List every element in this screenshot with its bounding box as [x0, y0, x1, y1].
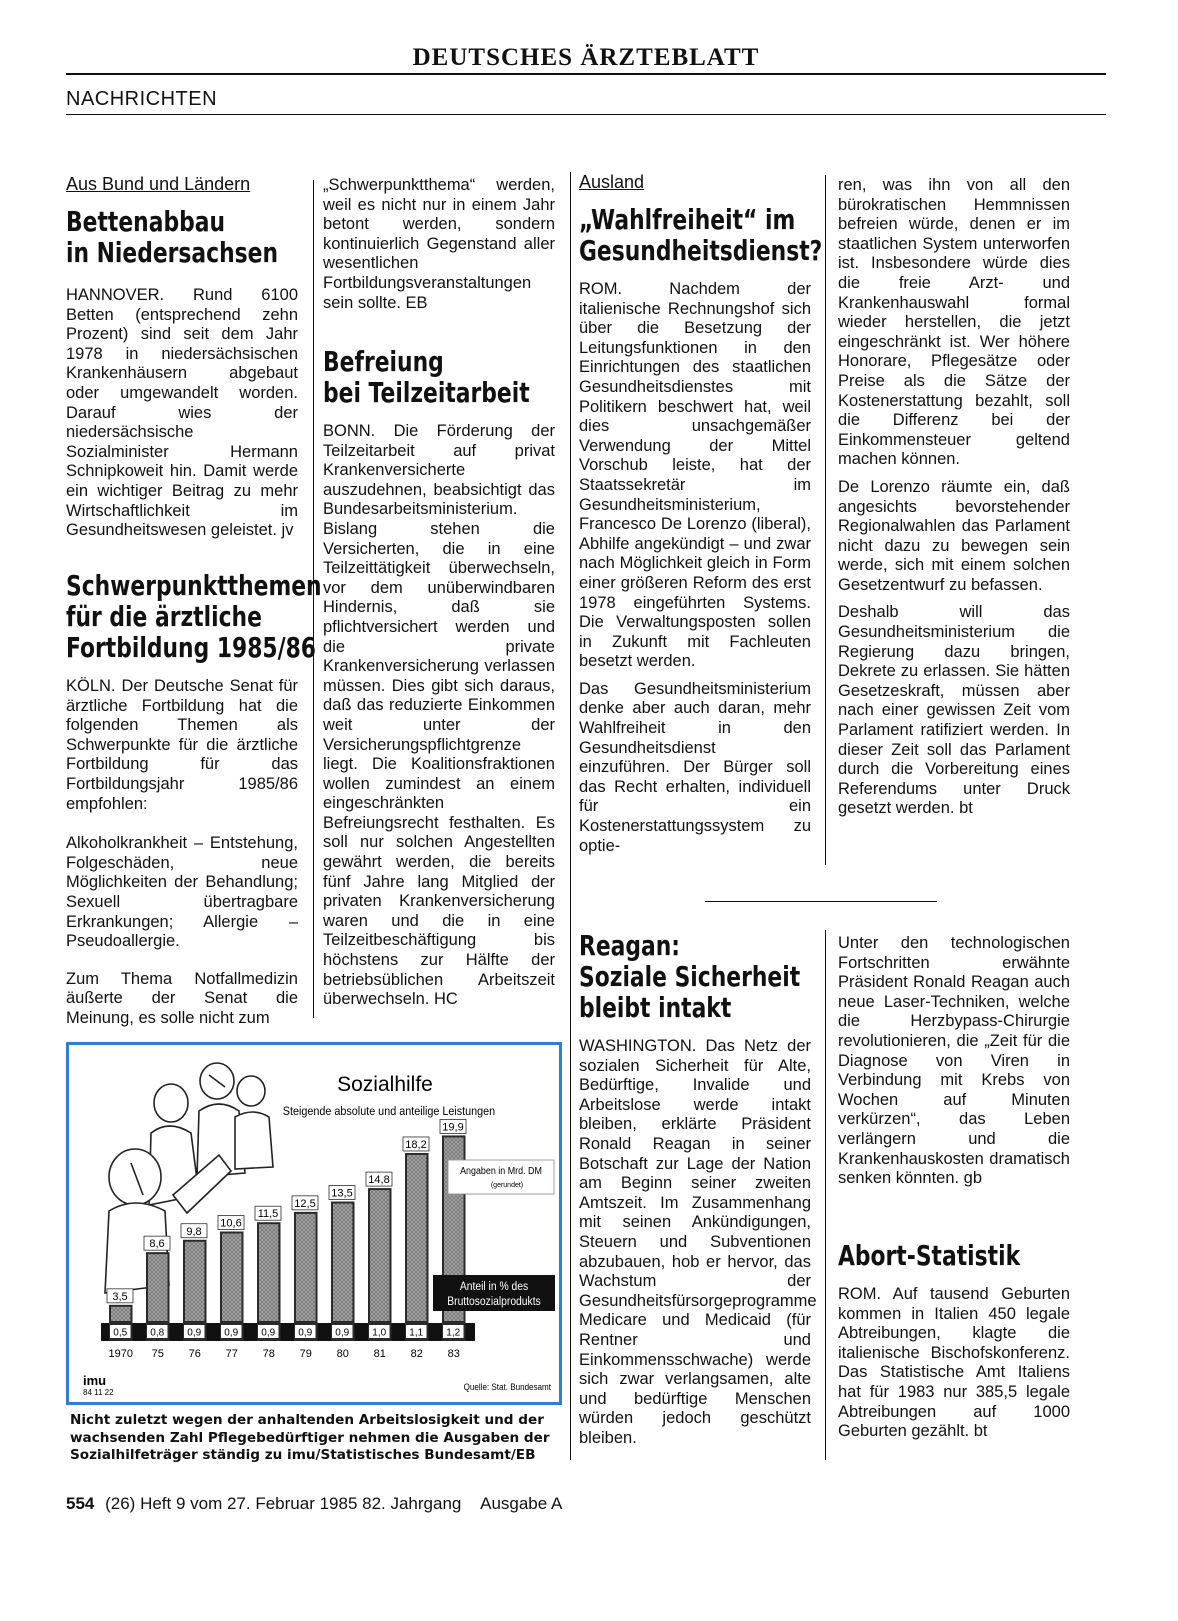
article-body: HANNOVER. Rund 6100 Betten (entsprechend zehn Prozent) sind seit dem Jahr 1978 in niedersächsischen Krankenhäusern abgebaut oder umgewandelt worden. Darauf wies der niedersächsische Sozialminister Hermann Schnipkoweit hin. Damit werde ein wichtiger Beitrag zu mehr Wirtschaftlichkeit im Gesundheitswesen geleistet. jv: [66, 286, 298, 540]
bar-value-hatch: [148, 1254, 168, 1321]
headline: Bettenabbau: [66, 205, 225, 238]
headline: bleibt intakt: [579, 991, 732, 1024]
x-tick-label: 1970: [108, 1348, 133, 1360]
article-paragraph: Zum Thema Notfallmedizin äußerte der Senat die Meinung, es solle nicht zum: [66, 969, 298, 1027]
x-tick-label: 80: [336, 1348, 349, 1360]
share-label: 0,9: [298, 1327, 313, 1339]
bar-value-hatch: [185, 1242, 205, 1321]
headline: in Niedersachsen: [66, 236, 279, 269]
value-label: 19,9: [442, 1121, 464, 1134]
edition: Ausgabe A: [480, 1494, 563, 1513]
x-tick-label: 76: [188, 1348, 201, 1360]
article-schwerpunktthemen-continued: [323, 176, 555, 321]
bar-group: [294, 1212, 318, 1341]
chart-logo-code: 84 11 22: [83, 1388, 114, 1397]
x-tick-label: 77: [225, 1348, 238, 1360]
page-footer: [66, 1494, 562, 1514]
article-schwerpunktthemen: [66, 569, 322, 1029]
bar-value-hatch: [370, 1190, 390, 1321]
column-divider-4: [825, 930, 826, 1460]
bar-value-hatch: [259, 1224, 279, 1321]
masthead: DEUTSCHES ÄRZTEBLATT: [412, 44, 760, 71]
share-label: 0,8: [150, 1327, 165, 1339]
article-paragraph: KÖLN. Der Deutsche Senat für ärztliche Fortbildung hat die folgenden Themen als Schwerpunkte für die ärztliche Fortbildung für das Fortbildungsjahr 1985/86 empfohlen:: [66, 677, 298, 813]
chart-logo: imu: [83, 1373, 107, 1388]
value-label: 14,8: [368, 1174, 390, 1187]
x-tick-label: 83: [447, 1348, 460, 1360]
share-label: 0,5: [113, 1327, 128, 1339]
value-label: 12,5: [294, 1197, 316, 1210]
legend-share-label: Bruttosozialprodukts: [447, 1295, 541, 1309]
chart-title: Sozialhilfe: [337, 1073, 433, 1096]
issue-info: (26) Heft 9 vom 27. Februar 1985 82. Jahrgang: [105, 1494, 462, 1513]
article-paragraph: Das Gesundheitsministerium denke aber auch daran, mehr Wahlfreiheit in den Gesundheitsdienst einzuführen. Der Bürger soll das Recht erhalten, individuell für ein Kostenerstattungssystem zu optie-: [579, 679, 811, 855]
bar-group: [331, 1202, 355, 1341]
chart-source: Quelle: Stat. Bundesamt: [463, 1381, 551, 1393]
section-rule: [66, 114, 1106, 115]
article-separator: [705, 901, 937, 902]
bar-value-hatch: [333, 1204, 353, 1321]
article-paragraph: „Schwerpunktthema“ werden, weil es nicht nur in einem Jahr betont werden, sondern kontinuierlich Gegenstand aller wesentlichen Fortbildungsveranstaltungen sein sollte. EB: [323, 176, 555, 312]
article-paragraph: WASHINGTON. Das Netz der sozialen Sicherheit für Alte, Bedürftige, Invalide und Arbeitslose werde intakt bleiben, erklärte Präsident Ronald Reagan in seiner Botschaft zur Lage der Nation am Beginn seiner zweiten Amtszeit. Im Zusammenhang mit seinen Ankündigungen, Steuern und Subventionen abzubauen, hob er hervor, das Wachstum der Gesundheitsfürsorgeprogramme Medicare und Medicaid (für Rentner und Einkommensschwache) werde sich zwar verlangsamen, alte und bedürftige Menschen würden jedoch geschützt bleiben.: [579, 1037, 817, 1447]
kicker: Ausland: [579, 172, 645, 192]
share-label: 0,9: [335, 1327, 350, 1339]
bar-group: [257, 1222, 281, 1341]
article-paragraph: Deshalb will das Gesundheitsministerium die Regierung dazu bringen, Dekrete zu erlassen. Sie hätten Gesetzeskraft, müssen aber nach einer gewissen Zeit vom Parlament ratifiziert werden. In dieser Zeit soll das Parlament durch die Vorbereitung eines Referendums unter Druck gesetzt werden. bt: [838, 603, 1070, 818]
value-label: 10,6: [220, 1217, 242, 1230]
article-paragraph: ren, was ihn von all den bürokratischen Hemmnissen befreien würde, denen er im staatlichen System unterworfen ist. Insbesondere würde dies die freie Arzt- und Krankenhauswahl formal wieder herstellen, die jetzt eingeschränkt ist. Wer höhere Honorare, Pflegesätze oder Preise als die Sätze der Kostenerstattung bezahlt, soll die Differenz bei der Einkommensteuer geltend machen können.: [838, 176, 1070, 469]
bar-value-hatch: [111, 1307, 131, 1321]
legend-share-label: Anteil in % des: [459, 1280, 529, 1294]
x-tick-label: 82: [410, 1348, 423, 1360]
bar-value-hatch: [296, 1214, 316, 1321]
article-reagan-continued: [838, 934, 1070, 1189]
headline: Befreiung: [323, 345, 444, 378]
bar-group: [220, 1231, 244, 1341]
headline: Gesundheitsdienst?: [579, 234, 823, 267]
article-abort-statistik: [838, 1240, 1070, 1442]
headline: für die ärztliche: [66, 600, 262, 633]
value-label: 11,5: [257, 1208, 279, 1221]
headline: Reagan:: [579, 929, 681, 962]
headline: Abort-Statistik: [838, 1239, 1021, 1272]
article-paragraph: ROM. Nachdem der italienische Rechnungshof sich über die Besetzung der Leitungsfunktionen in den Einrichtungen des staatlichen Gesundheitsdienstes mit Politikern beschwert hat, weil dies unsachgemäßer Verwendung der Mittel Vorschub leiste, hat der Staatssekretär im Gesundheitsministerium, Francesco De Lorenzo (liberal), Abhilfe angekündigt – und zwar nach Möglichkeit gleich in Form einer größeren Reform des erst 1978 eingeführten Systems. Die Verwaltungsposten sollen in Zukunft mit Fachleuten besetzt werden.: [579, 280, 811, 671]
x-tick-label: 75: [151, 1348, 164, 1360]
article-wahlfreiheit: [579, 172, 823, 856]
chart-caption: Nicht zuletzt wegen der anhaltenden Arbeitslosigkeit und der wachsenden Zahl Pflegebedürftiger nehmen die Ausgaben der Sozialhilfeträger ständig zu imu/Statistisches Bundesamt/EB: [70, 1412, 550, 1463]
kicker: Aus Bund und Ländern: [66, 174, 251, 194]
sozialhilfe-chart: [66, 1042, 562, 1405]
bar-value-hatch: [222, 1233, 242, 1321]
article-bettenabbau: [66, 174, 298, 549]
value-label: 3,5: [112, 1290, 128, 1303]
share-label: 0,9: [261, 1327, 276, 1339]
value-label: 18,2: [405, 1138, 427, 1151]
article-wahlfreiheit-continued: [838, 176, 1070, 819]
share-label: 1,0: [372, 1327, 387, 1339]
x-tick-label: 78: [262, 1348, 275, 1360]
page-number: 554: [66, 1494, 95, 1513]
column-divider-2: [570, 172, 571, 1460]
legend-value-note: (gerundet): [490, 1182, 524, 1189]
share-label: 0,9: [187, 1327, 202, 1339]
column-divider-3: [825, 175, 826, 865]
share-label: 1,1: [409, 1327, 424, 1339]
article-paragraph: Unter den technologischen Fortschritten erwähnte Präsident Ronald Reagan auch neue Laser-Techniken, welche die Herzbypass-Chirurgie revolutionieren, die „Zeit für die Diagnose von Viren in Verbindung mit Krebs von Wochen auf Minuten verkürzen“, das Leben verlängern und die Krankenhauskosten dramatisch senken könnten. gb: [838, 934, 1070, 1188]
value-label: 9,8: [186, 1225, 202, 1238]
headline: „Wahlfreiheit“ im: [579, 203, 796, 236]
article-body: BONN. Die Förderung der Teilzeitarbeit auf privat Krankenversicherte auszudehnen, beabsichtigt das Bundesarbeitsministerium. Bislang stehen die Versicherten, die in eine Teilzeittätigkeit überwechseln, vor dem unüberwindbaren Hindernis, daß sie pflichtversichert werden und die private Krankenversicherung verlassen müssen. Dies gibt sich daraus, daß das reduzierte Einkommen weit unter der Versicherungspflichtgrenze liegt. Die Koalitionsfraktionen wollen zumindest an einem eingeschränkten Befreiungsrecht festhalten. Es soll nur solchen Angestellten gewährt werden, die bereits fünf Jahre lang Mitglied der privaten Krankenversicherung waren und die in eine Teilzeitbeschäftigung bis höchstens zur Hälfte der betriebsüblichen Arbeitszeit überwechseln. HC: [323, 422, 555, 1009]
headline: Soziale Sicherheit: [579, 960, 801, 993]
bar-value-hatch: [407, 1155, 427, 1321]
legend-value-label: Angaben in Mrd. DM: [460, 1165, 542, 1178]
chart-subtitle: Steigende absolute und anteilige Leistungen: [282, 1105, 496, 1119]
article-befreiung: [323, 346, 555, 1010]
section-label: NACHRICHTEN: [66, 88, 218, 110]
article-body: ROM. Auf tausend Geburten kommen in Italien 450 legale Abtreibungen, klagte die italienische Bischofskonferenz. Das Statistische Amt Italiens hat für 1983 nur 385,5 legale Abtreibungen auf 1000 Geburten gezählt. bt: [838, 1285, 1070, 1441]
bar-group: [405, 1153, 429, 1341]
article-paragraph: Alkoholkrankheit – Entstehung, Folgeschäden, neue Möglichkeiten der Behandlung; Sexuell übertragbare Erkrankungen; Allergie – Pseudoallergie.: [66, 834, 298, 951]
headline: Fortbildung 1985/86: [66, 631, 316, 664]
chart-canvas: [69, 1045, 559, 1402]
x-tick-label: 81: [373, 1348, 386, 1360]
masthead-rule: [66, 73, 1106, 75]
bar-group: [368, 1188, 392, 1341]
article-paragraph: De Lorenzo räumte ein, daß angesichts bevorstehender Regionalwahlen das Parlament nicht dazu zu bewegen sein werde, sich mit einem solchen Gesetzentwurf zu befassen.: [838, 477, 1070, 594]
article-reagan: [579, 929, 817, 1448]
share-label: 1,2: [446, 1327, 461, 1339]
value-label: 13,5: [331, 1187, 353, 1200]
share-label: 0,9: [224, 1327, 239, 1339]
headline: Schwerpunktthemen: [66, 569, 322, 602]
value-label: 8,6: [149, 1238, 165, 1251]
headline: bei Teilzeitarbeit: [323, 376, 530, 409]
x-tick-label: 79: [299, 1348, 312, 1360]
